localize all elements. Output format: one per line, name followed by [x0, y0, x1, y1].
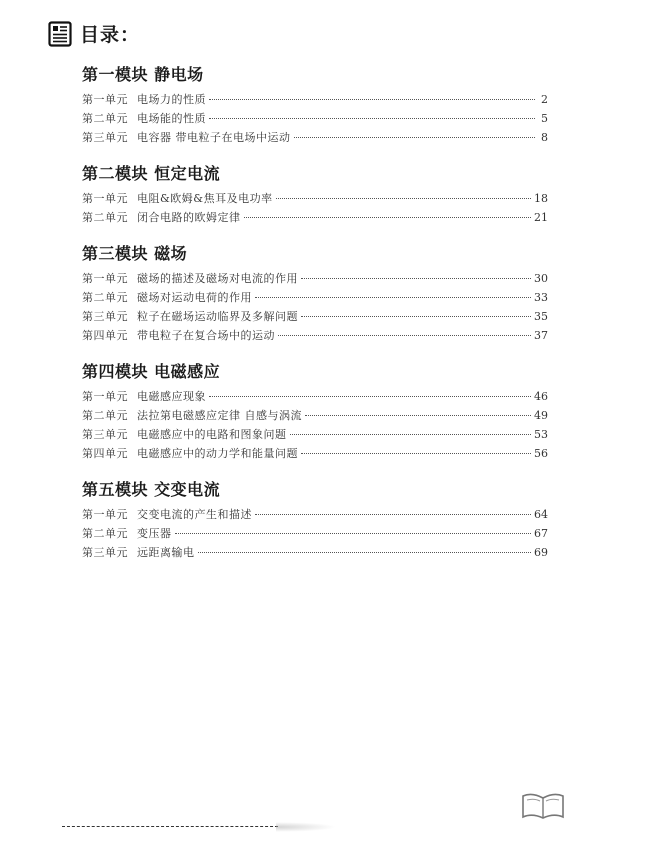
- entry-topic: 磁场对运动电荷的作用: [137, 291, 252, 304]
- dot-leader: [255, 297, 531, 298]
- entry-unit: 第二单元: [82, 291, 128, 304]
- entry-unit: 第四单元: [82, 447, 128, 460]
- toc-entry[interactable]: [82, 307, 548, 326]
- toc-entry[interactable]: [82, 90, 548, 109]
- entry-page-number: 37: [534, 329, 548, 342]
- entry-unit: 第一单元: [82, 192, 128, 205]
- toc-entry[interactable]: [82, 269, 548, 288]
- toc-entry[interactable]: [82, 543, 548, 562]
- dot-leader: [209, 396, 531, 397]
- module-title: 第一模块 静电场: [82, 65, 204, 84]
- entry-unit: 第四单元: [82, 329, 128, 342]
- module-title: 第四模块 电磁感应: [82, 362, 221, 381]
- entry-topic: 变压器: [137, 527, 172, 540]
- open-book-icon: [520, 790, 566, 820]
- entry-page-number: 49: [534, 409, 548, 422]
- entry-unit: 第一单元: [82, 272, 128, 285]
- dot-leader: [294, 137, 536, 138]
- module-title: 第二模块 恒定电流: [82, 164, 221, 183]
- dot-leader: [255, 514, 531, 515]
- toc-entry[interactable]: [82, 109, 548, 128]
- entry-unit: 第三单元: [82, 428, 128, 441]
- entry-topic: 电阻&欧姆&焦耳及电功率: [137, 192, 273, 205]
- toc-entry[interactable]: [82, 128, 548, 147]
- entry-unit: 第二单元: [82, 527, 128, 540]
- toc-entry[interactable]: [82, 189, 548, 208]
- toc-modules: [82, 64, 548, 578]
- document-list-icon: [48, 21, 72, 47]
- entry-topic: 远距离输电: [137, 546, 195, 559]
- toc-entry[interactable]: [82, 524, 548, 543]
- dot-leader: [290, 434, 532, 435]
- entry-page-number: 35: [534, 310, 548, 323]
- toc-entry[interactable]: [82, 406, 548, 425]
- entry-unit: 第一单元: [82, 390, 128, 403]
- dot-leader: [305, 415, 531, 416]
- entry-topic: 交变电流的产生和描述: [137, 508, 252, 521]
- dot-leader: [301, 316, 531, 317]
- toc-title: 目录：: [80, 24, 141, 46]
- entry-unit: 第一单元: [82, 93, 128, 106]
- dot-leader: [209, 118, 535, 119]
- toc-entry[interactable]: [82, 288, 548, 307]
- entry-page-number: 8: [541, 131, 548, 144]
- module-title: 第五模块 交变电流: [82, 480, 221, 499]
- entry-page-number: 56: [534, 447, 548, 460]
- toc-header: [48, 20, 140, 47]
- dot-leader: [278, 335, 531, 336]
- entry-topic: 闭合电路的欧姆定律: [137, 211, 241, 224]
- footer-rule-fade: [276, 822, 336, 832]
- dot-leader: [301, 453, 531, 454]
- entry-page-number: 2: [541, 93, 548, 106]
- entry-unit: 第一单元: [82, 508, 128, 521]
- entry-topic: 电磁感应现象: [137, 390, 206, 403]
- toc-entry[interactable]: [82, 387, 548, 406]
- dot-leader: [209, 99, 535, 100]
- entry-page-number: 18: [534, 192, 548, 205]
- entry-topic: 电场能的性质: [137, 112, 206, 125]
- entry-unit: 第三单元: [82, 131, 128, 144]
- dot-leader: [301, 278, 531, 279]
- entry-page-number: 30: [534, 272, 548, 285]
- module-section: [82, 479, 548, 562]
- toc-entry[interactable]: [82, 208, 548, 227]
- entry-page-number: 67: [534, 527, 548, 540]
- entry-page-number: 33: [534, 291, 548, 304]
- entry-topic: 磁场的描述及磁场对电流的作用: [137, 272, 298, 285]
- entry-topic: 电场力的性质: [137, 93, 206, 106]
- entry-page-number: 5: [541, 112, 548, 125]
- dot-leader: [198, 552, 532, 553]
- entry-unit: 第三单元: [82, 546, 128, 559]
- entry-unit: 第二单元: [82, 112, 128, 125]
- entry-topic: 电磁感应中的动力学和能量问题: [137, 447, 298, 460]
- entry-unit: 第二单元: [82, 409, 128, 422]
- entry-topic: 电磁感应中的电路和图象问题: [137, 428, 287, 441]
- toc-entry[interactable]: [82, 326, 548, 345]
- entry-topic: 电容器 带电粒子在电场中运动: [137, 131, 291, 144]
- dot-leader: [276, 198, 531, 199]
- entry-page-number: 69: [534, 546, 548, 559]
- entry-unit: 第三单元: [82, 310, 128, 323]
- entry-topic: 带电粒子在复合场中的运动: [137, 329, 275, 342]
- toc-entry[interactable]: [82, 425, 548, 444]
- module-section: [82, 163, 548, 227]
- entry-page-number: 53: [534, 428, 548, 441]
- dot-leader: [175, 533, 532, 534]
- module-section: [82, 64, 548, 147]
- module-section: [82, 361, 548, 463]
- entry-topic: 法拉第电磁感应定律 自感与涡流: [137, 409, 302, 422]
- entry-unit: 第二单元: [82, 211, 128, 224]
- entry-page-number: 21: [534, 211, 548, 224]
- toc-entry[interactable]: [82, 444, 548, 463]
- module-section: [82, 243, 548, 345]
- entry-topic: 粒子在磁场运动临界及多解问题: [137, 310, 298, 323]
- dot-leader: [244, 217, 532, 218]
- module-title: 第三模块 磁场: [82, 244, 188, 263]
- toc-entry[interactable]: [82, 505, 548, 524]
- footer-dashed-rule: [62, 826, 278, 827]
- entry-page-number: 46: [534, 390, 548, 403]
- entry-page-number: 64: [534, 508, 548, 521]
